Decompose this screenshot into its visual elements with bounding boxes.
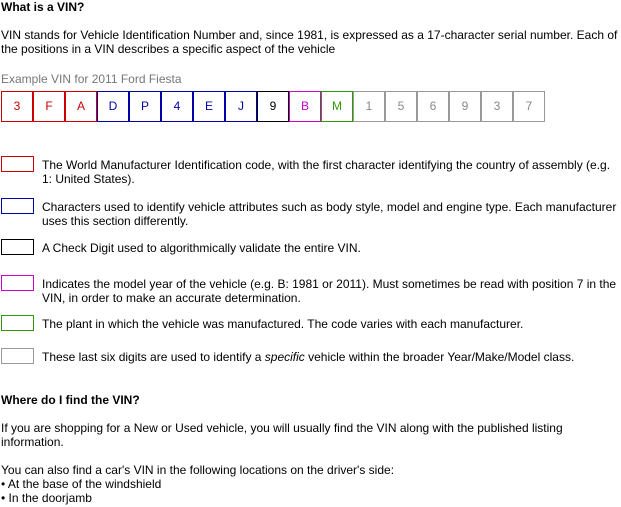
vin-char-serial: 3 [481, 91, 513, 122]
vin-char-wmi: 3 [1, 91, 33, 122]
legend-text-wmi: The World Manufacturer Identification code, with the first character identifying the country of assembly (e.g. 1: United States). [42, 158, 611, 186]
vin-char-vds: E [193, 91, 225, 122]
vin-char-serial: 1 [353, 91, 385, 122]
vin-char-serial: 9 [449, 91, 481, 122]
vin-char-vds: P [129, 91, 161, 122]
vin-char-plant: M [321, 91, 353, 122]
legend-text-vds: Characters used to identify vehicle attributes such as body style, model and engine type. Each manufacturer uses this section differently. [42, 200, 617, 228]
legend-swatch-check-digit [1, 239, 34, 255]
legend-text-model-year: Indicates the model year of the vehicle (e.g. B: 1981 or 2011). Must sometimes be read with position 7 in the VIN, in order to make an accurate determination. [42, 277, 617, 305]
legend-text-serial-emphasis: specific [264, 350, 305, 364]
page-title: What is a VIN? [1, 0, 85, 14]
legend-text-serial [42, 350, 618, 364]
vin-char-check-digit: 9 [257, 91, 289, 122]
example-vin-label: Example VIN for 2011 Ford Fiesta [1, 72, 182, 86]
legend-text-plant: The plant in which the vehicle was manufactured. The code varies with each manufacturer. [42, 317, 524, 331]
vin-char-vds: D [97, 91, 129, 122]
section-heading-find-vin: Where do I find the VIN? [1, 393, 140, 407]
legend-swatch-serial [1, 348, 34, 364]
vin-char-wmi: A [65, 91, 97, 122]
legend-text-check-digit: A Check Digit used to algorithmically validate the entire VIN. [42, 241, 361, 255]
vin-char-serial: 7 [513, 91, 545, 122]
find-vin-paragraph-2: You can also find a car's VIN in the following locations on the driver's side: [1, 463, 395, 477]
vin-intro-paragraph: VIN stands for Vehicle Identification Number and, since 1981, is expressed as a 17-character serial number. Each of the positions in a VIN describes a specific aspect of the vehicle [1, 28, 618, 56]
legend-text-serial-part1: These last six digits are used to identify a [42, 350, 265, 364]
vin-char-serial: 6 [417, 91, 449, 122]
legend-swatch-plant [1, 315, 34, 331]
vin-char-wmi: F [33, 91, 65, 122]
vin-char-serial: 5 [385, 91, 417, 122]
vin-char-vds: 4 [161, 91, 193, 122]
vin-locations-list [1, 477, 161, 505]
list-item: • At the base of the windshield [1, 477, 162, 491]
legend-swatch-vds [1, 198, 34, 214]
vin-char-model-year: B [289, 91, 321, 122]
legend-swatch-model-year [1, 275, 34, 291]
legend-text-serial-part2: vehicle within the broader Year/Make/Model class. [304, 350, 575, 364]
find-vin-paragraph-1: If you are shopping for a New or Used vehicle, you will usually find the VIN along with the published listing information. [1, 421, 563, 449]
list-item: • In the doorjamb [1, 491, 92, 505]
vin-char-vds: J [225, 91, 257, 122]
legend-swatch-wmi [1, 156, 34, 172]
